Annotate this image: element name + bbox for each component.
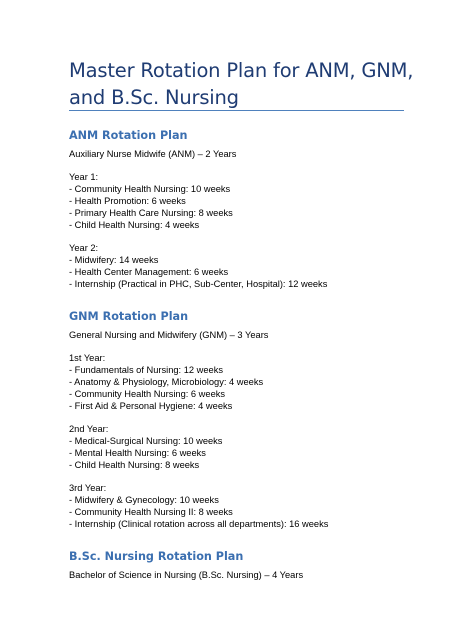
rotation-item: - Medical-Surgical Nursing: 10 weeks (69, 436, 223, 446)
rotation-item: - Anatomy & Physiology, Microbiology: 4 weeks (69, 377, 264, 387)
year-label: 3rd Year: (69, 483, 107, 493)
rotation-item: - Primary Health Care Nursing: 8 weeks (69, 208, 233, 218)
paragraph-spacer (69, 231, 449, 242)
rotation-item: - First Aid & Personal Hygiene: 4 weeks (69, 401, 233, 411)
rotation-item: - Community Health Nursing: 10 weeks (69, 184, 231, 194)
section-subtitle: Bachelor of Science in Nursing (B.Sc. Nursing) – 4 Years (69, 570, 304, 580)
section-subtitle: Auxiliary Nurse Midwife (ANM) – 2 Years (69, 149, 237, 159)
rotation-item: - Mental Health Nursing: 6 weeks (69, 448, 206, 458)
paragraph-spacer (69, 341, 449, 352)
year-label: 1st Year: (69, 353, 106, 363)
document-title: Master Rotation Plan for ANM, GNM, and B.Sc. Nursing (69, 59, 414, 109)
title-divider (69, 110, 404, 111)
section-spacer (69, 530, 449, 549)
rotation-item: - Midwifery: 14 weeks (69, 255, 159, 265)
rotation-item: - Internship (Clinical rotation across all departments): 16 weeks (69, 519, 329, 529)
section-subtitle: General Nursing and Midwifery (GNM) – 3 Years (69, 330, 269, 340)
section-heading: B.Sc. Nursing Rotation Plan (69, 550, 244, 563)
section-heading: ANM Rotation Plan (69, 129, 188, 142)
rotation-item: - Community Health Nursing II: 8 weeks (69, 507, 233, 517)
paragraph-spacer (69, 412, 449, 423)
paragraph-spacer (69, 160, 449, 171)
year-label: 2nd Year: (69, 424, 109, 434)
section-spacer (69, 290, 449, 309)
rotation-item: - Community Health Nursing: 6 weeks (69, 389, 226, 399)
document-body (69, 128, 449, 581)
rotation-item: - Health Center Management: 6 weeks (69, 267, 229, 277)
rotation-item: - Child Health Nursing: 8 weeks (69, 460, 200, 470)
rotation-item: - Fundamentals of Nursing: 12 weeks (69, 365, 223, 375)
rotation-item: - Child Health Nursing: 4 weeks (69, 220, 200, 230)
rotation-item: - Health Promotion: 6 weeks (69, 196, 186, 206)
year-label: Year 2: (69, 243, 99, 253)
paragraph-spacer (69, 471, 449, 482)
rotation-item: - Midwifery & Gynecology: 10 weeks (69, 495, 219, 505)
rotation-item: - Internship (Practical in PHC, Sub-Center, Hospital): 12 weeks (69, 279, 328, 289)
section-heading: GNM Rotation Plan (69, 310, 189, 323)
year-label: Year 1: (69, 172, 99, 182)
